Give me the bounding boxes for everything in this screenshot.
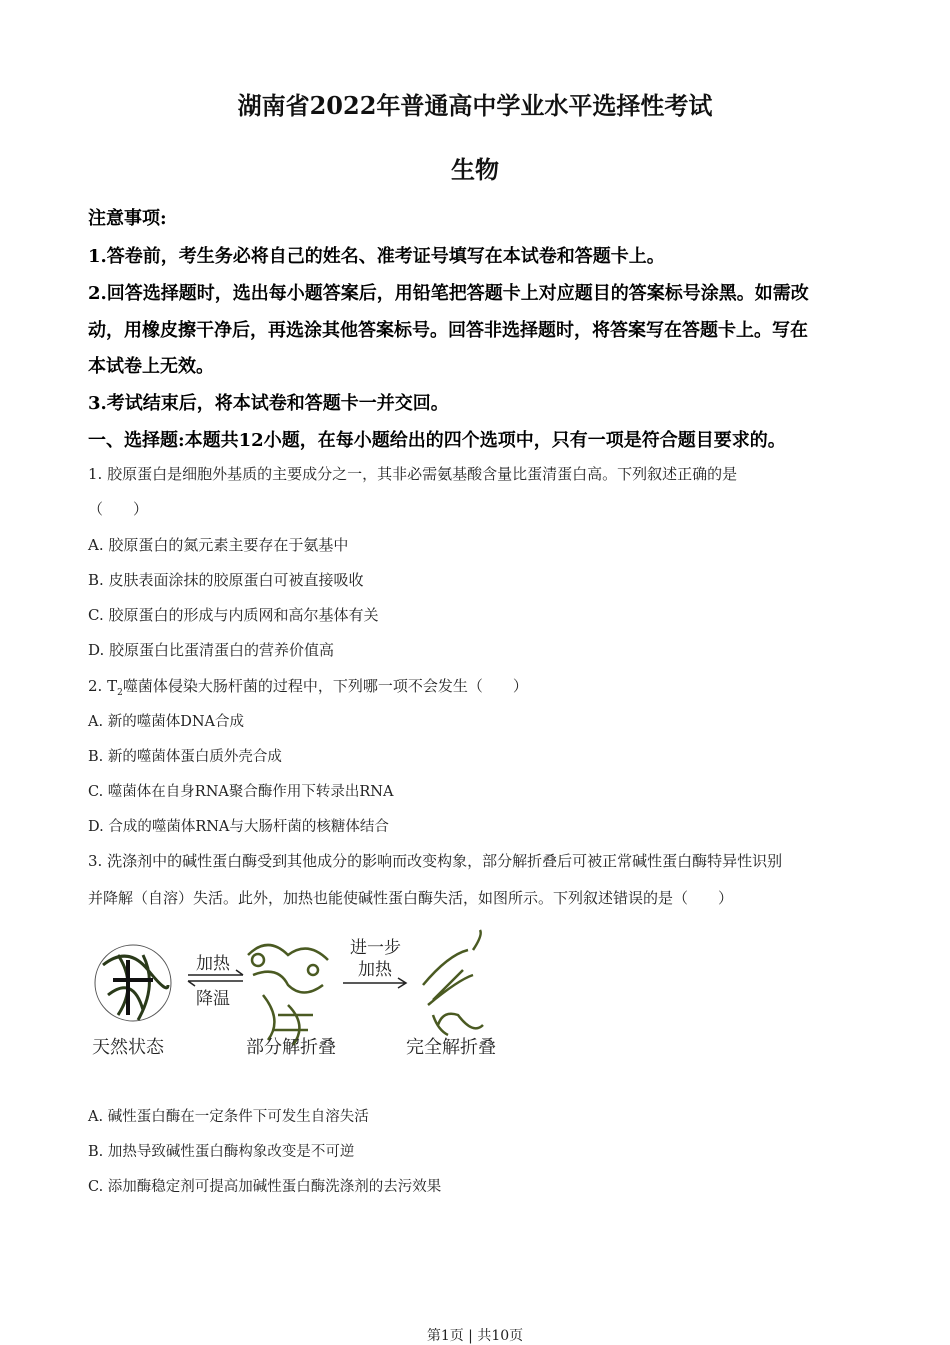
q2-stem [88,675,528,698]
label-further: 进一步 [350,938,401,958]
fully-unfolded-protein-image [423,930,483,1035]
subject-title: 生物 [451,155,499,184]
page-footer: 第1页 | 共10页 [426,1328,524,1344]
label-native-state: 天然状态 [92,1037,164,1058]
q3-option-b: B. 加热导致碱性蛋白酶构象改变是不可逆 [88,1144,355,1160]
q1-option-d: D. 胶原蛋白比蛋清蛋白的营养价值高 [88,641,335,659]
notice-heading: 注意事项: [88,208,167,229]
protein-unfolding-figure [88,925,518,1075]
q2-stem-prefix: 2. T [88,677,118,695]
q2-stem-rest: 噬菌体侵染大肠杆菌的过程中，下列哪一项不会发生（ ） [122,677,528,695]
q1-blank: （ ） [88,500,149,518]
notice-line: 2.回答选择题时，选出每小题答案后，用铅笔把答题卡上对应题目的答案标号涂黑。如需改 [88,283,809,304]
label-partial-unfold: 部分解折叠 [246,1037,336,1058]
q2-option-d: D. 合成的噬菌体RNA与大肠杆菌的核糖体结合 [88,819,389,835]
q3-stem-line2: 并降解（自溶）失活。此外，加热也能使碱性蛋白酶失活，如图所示。下列叙述错误的是（ ） [88,889,734,907]
label-heat: 加热 [196,954,230,974]
q2-option-c: C. 噬菌体在自身RNA聚合酶作用下转录出RNA [88,784,394,800]
q2-option-b: B. 新的噬菌体蛋白质外壳合成 [88,749,282,765]
label-full-unfold: 完全解折叠 [406,1037,496,1058]
q3-option-a: A. 碱性蛋白酶在一定条件下可发生自溶失活 [88,1109,369,1125]
q1-option-a: A. 胶原蛋白的氮元素主要存在于氨基中 [88,536,349,554]
q2-option-a: A. 新的噬菌体DNA合成 [88,714,244,730]
notice-line: 本试卷上无效。 [88,356,214,377]
notice-line: 1.答卷前，考生务必将自己的姓名、准考证号填写在本试卷和答题卡上。 [88,246,665,267]
notice-line: 3.考试结束后，将本试卷和答题卡一并交回。 [88,393,449,414]
q2-stem-subscript: 2 [117,688,123,698]
label-heat-2: 加热 [358,960,392,980]
partially-unfolded-protein-image [248,945,328,1045]
notice-line: 动，用橡皮擦干净后，再选涂其他答案标号。回答非选择题时，将答案写在答题卡上。写在 [88,320,808,341]
section-heading: 一、选择题:本题共12小题，在每小题给出的四个选项中，只有一项是符合题目要求的。 [88,430,786,451]
q3-option-c: C. 添加酶稳定剂可提高加碱性蛋白酶洗涤剂的去污效果 [88,1179,442,1195]
native-protein-image [95,945,171,1021]
q1-option-c: C. 胶原蛋白的形成与内质网和高尔基体有关 [88,606,379,624]
q1-stem: 1. 胶原蛋白是细胞外基质的主要成分之一，其非必需氨基酸含量比蛋清蛋白高。下列叙述正确的是 [88,465,738,483]
q1-option-b: B. 皮肤表面涂抹的胶原蛋白可被直接吸收 [88,571,364,589]
label-cool: 降温 [196,989,230,1009]
q3-stem-line1: 3. 洗涤剂中的碱性蛋白酶受到其他成分的影响而改变构象，部分解折叠后可被正常碱性蛋白酶特异性识别 [88,852,783,870]
exam-title: 湖南省2022年普通高中学业水平选择性考试 [237,91,713,120]
